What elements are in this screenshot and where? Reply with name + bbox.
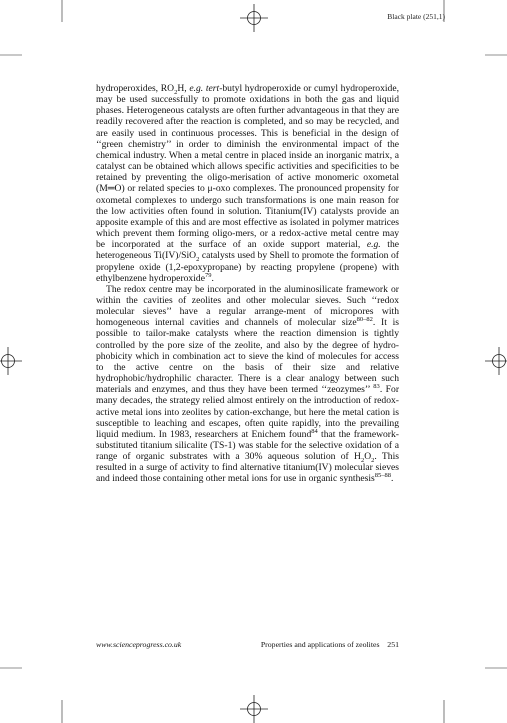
paragraph-1: hydroperoxides, $RO_2H$, e.g. tert-butyl hydroperoxide or cumyl hydroperoxide, may be used successfully to promote oxidations in both the gas and liquid phases. Heterogeneous catalysts are often further advantageous in that they are readily recovered after the reaction is completed, and so may be recycled, and are easily used in continuous processes. This is beneficial in the design of ‘‘green chemistry’’ in order to diminish the environmental impact of the chemical industry. When a metal centre in placed inside an inorganic matrix, a catalyst can be obtained which allows specific activities and specificities to be retained by preventing the oligo-merisation of active monomeric oxometal (M═O) or related species to μ-oxo complexes. The pronounced propensity for oxometal complexes to undergo such transformations is one main reason for the low activities often found in solution. Titanium(IV) catalysts provide an apposite example of this and are most effective as isolated in polymer matrices which prevent them forming oligo-mers, or a redox-active metal centre may be incorporated at the surface of an oxide support material, e.g. the heterogeneous Ti(IV)/SiO$_2$ catalysts used by Shell to promote the formation of propylene oxide (1,2-epoxypropane) by reacting propylene (propene) with ethylbenzene hydroperoxide$^{79}$. [96, 83, 400, 284]
subscript: 2 [196, 256, 200, 264]
italic-text: e.g. [366, 239, 381, 251]
superscript: 84 [311, 427, 318, 435]
paragraph-2: The redox centre may be incorporated in the aluminosilicate framework or within the cavities of zeolites and other molecular sieves. Such ‘‘redox molecular sieves’’ have a regular arrange-ment of micropores with homogeneous internal cavities and channels of molecular size$^{80-82}$. It is possible to tailor-make catalysts where the reaction dimension is tightly controlled by the pore size of the zeolite, and also by the degree of hydro-phobicity which in combination act to sieve the kind of molecules for access to the active centre on the basis of their size and relative hydrophobic/hydrophilic character. There is a clear analogy between such materials and enzymes, and thus they have been termed ‘‘zeozymes’’ $^{83}$. For many decades, the strategy relied almost entirely on the introduction of redox-active metal ions into zeolites by cation-exchange, but here the metal cation is susceptible to leaching and escapes, often quite rapidly, into the prevailing liquid medium. In 1983, researchers at Enichem found$^{84}$ that the framework-substituted titanium silicalite (TS-1) was stable for the selective oxidation of a range of organic substrates with a 30% aqueous solution of $H_2O_2$. This resulted in a surge of activity to find alternative titanium(IV) molecular sieves and indeed those containing other metal ions for use in organic synthesis$^{85-88}$. [96, 283, 400, 485]
subscript: 2 [360, 457, 365, 465]
subscript: 2 [371, 457, 375, 465]
page-number: 251 [387, 640, 399, 649]
plate-label: Black plate (251,1) [387, 12, 445, 21]
article-body [96, 83, 399, 485]
page-footer [96, 640, 399, 649]
subscript: 2 [174, 88, 178, 96]
superscript: 79 [204, 271, 212, 279]
superscript: 85–88 [374, 472, 392, 480]
superscript: 83 [370, 383, 380, 391]
italic-text: e.g. [189, 83, 204, 94]
superscript: 80–82 [356, 316, 373, 324]
footer-url: www.scienceprogress.co.uk [96, 640, 182, 649]
italic-text: tert [205, 83, 220, 94]
footer-right [261, 640, 399, 649]
running-title: Properties and applications of zeolites [260, 640, 380, 649]
